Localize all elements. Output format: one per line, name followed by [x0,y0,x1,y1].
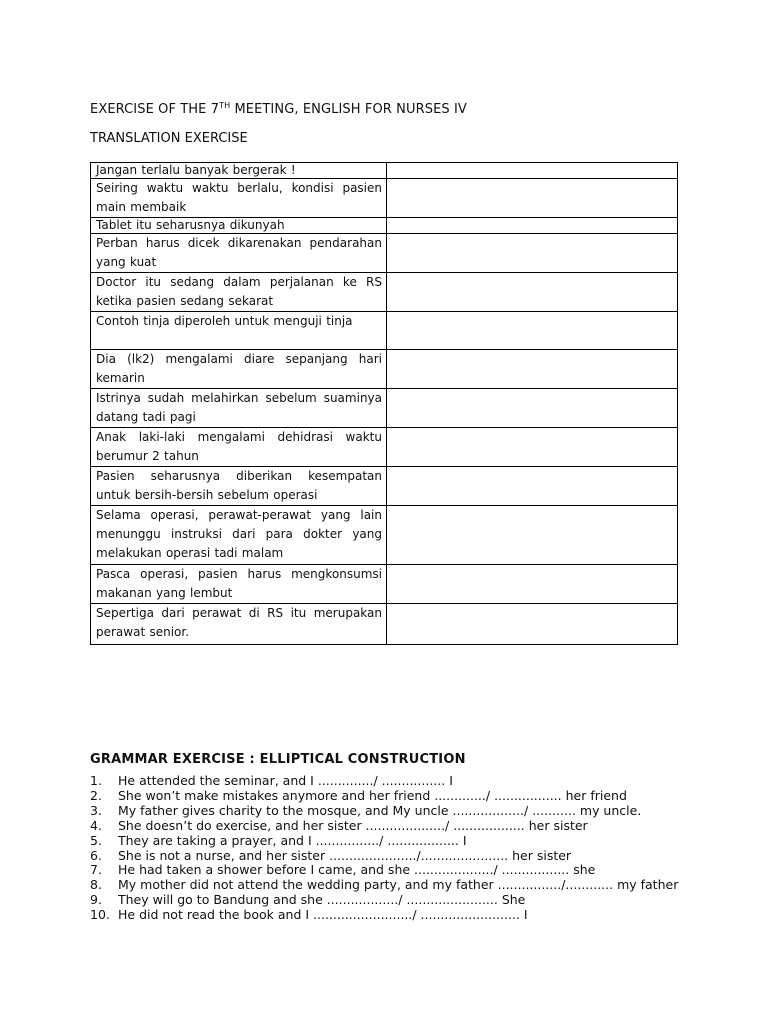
list-item [90,878,680,893]
source-sentence: Pasca operasi, pasien harus mengkonsumsi makanan yang lembut [96,567,382,600]
item-number: 8. [90,877,102,893]
page-title [90,101,467,117]
item-number: 1. [90,773,102,788]
answer-cell[interactable] [387,273,678,312]
source-sentence: Selama operasi, perawat-perawat yang lain menunggu instruksi dari para dokter yang melakukan operasi tadi malam [96,508,382,560]
source-sentence: Jangan terlalu banyak bergerak ! [96,163,296,177]
item-number: 2. [90,787,102,803]
item-number: 4. [90,817,102,833]
source-sentence-cell [91,389,387,428]
source-sentence: Doctor itu sedang dalam perjalanan ke RS ketika pasien sedang sekarat [96,275,382,308]
table-row [91,604,678,645]
answer-cell[interactable] [387,218,678,234]
source-sentence-cell [91,604,387,645]
list-item [90,804,680,819]
item-text: She is not a nurse, and her sister ....................../...................... her sister [118,847,572,863]
item-text: My mother did not attend the wedding party, and my father ................/............ my father [118,877,679,893]
source-sentence: Tablet itu seharusnya dikunyah [96,218,285,232]
translation-table [90,162,678,645]
item-number: 10. [90,907,110,923]
answer-cell[interactable] [387,565,678,604]
item-text: He did not read the book and I ........................./ ......................... I [118,907,528,923]
answer-cell[interactable] [387,350,678,389]
answer-cell[interactable] [387,389,678,428]
answer-cell[interactable] [387,604,678,645]
item-number: 5. [90,832,102,848]
source-sentence-cell [91,273,387,312]
source-sentence: Pasien seharusnya diberikan kesempatan untuk bersih-bersih sebelum operasi [96,469,382,502]
table-row [91,312,678,350]
table-row [91,565,678,604]
source-sentence-cell [91,163,387,179]
item-number: 6. [90,847,102,863]
source-sentence-cell [91,506,387,565]
page-title-rest: MEETING, ENGLISH FOR NURSES IV [230,102,467,117]
table-row [91,350,678,389]
table-row [91,506,678,565]
list-item [90,893,680,908]
list-item [90,774,680,789]
source-sentence-cell [91,350,387,389]
list-item [90,789,680,804]
item-text: He attended the seminar, and I ............../ ................ I [118,773,453,788]
item-text: She won’t make mistakes anymore and her friend ............./ ................. her friend [118,787,627,803]
source-sentence-cell [91,312,387,350]
table-row [91,273,678,312]
item-number: 7. [90,862,102,878]
section-title-translation: TRANSLATION EXERCISE [90,131,248,146]
table-row [91,218,678,234]
source-sentence: Seiring waktu waktu berlalu, kondisi pasien main membaik [96,181,382,214]
item-text: They will go to Bandung and she ................../ ....................... She [118,892,526,908]
answer-cell[interactable] [387,506,678,565]
source-sentence: Istrinya sudah melahirkan sebelum suaminya datang tadi pagi [96,391,382,424]
source-sentence-cell [91,428,387,467]
table-row [91,389,678,428]
item-text: My father gives charity to the mosque, and My uncle ................../ ........... my uncle. [118,802,642,818]
source-sentence-cell [91,218,387,234]
source-sentence-cell [91,234,387,273]
list-item [90,849,680,864]
table-row [91,179,678,218]
page-title-superscript: TH [219,101,231,110]
item-text: He had taken a shower before I came, and she ..................../ ................. she [118,862,596,878]
answer-cell[interactable] [387,234,678,273]
list-item [90,863,680,878]
grammar-exercise-list [90,774,680,923]
source-sentence: Dia (lk2) mengalami diare sepanjang hari kemarin [96,352,382,385]
source-sentence-cell [91,179,387,218]
item-text: They are taking a prayer, and I ................/ .................. I [118,832,467,848]
source-sentence-cell [91,565,387,604]
list-item [90,834,680,849]
section-title-grammar: GRAMMAR EXERCISE : ELLIPTICAL CONSTRUCTION [90,752,466,767]
source-sentence: Perban harus dicek dikarenakan pendarahan yang kuat [96,236,382,269]
table-row [91,234,678,273]
page-title-main: EXERCISE OF THE 7 [90,102,220,117]
answer-cell[interactable] [387,428,678,467]
table-row [91,163,678,179]
source-sentence: Anak laki-laki mengalami dehidrasi waktu berumur 2 tahun [96,430,382,463]
item-text: She doesn’t do exercise, and her sister ..................../ .................. her sister [118,817,588,833]
list-item [90,819,680,834]
item-number: 3. [90,802,102,818]
item-number: 9. [90,892,102,908]
table-row [91,467,678,506]
answer-cell[interactable] [387,179,678,218]
table-row [91,428,678,467]
answer-cell[interactable] [387,163,678,179]
source-sentence-cell [91,467,387,506]
answer-cell[interactable] [387,467,678,506]
answer-cell[interactable] [387,312,678,350]
source-sentence: Sepertiga dari perawat di RS itu merupakan perawat senior. [96,606,382,639]
list-item [90,908,680,923]
source-sentence: Contoh tinja diperoleh untuk menguji tinja [96,314,353,328]
